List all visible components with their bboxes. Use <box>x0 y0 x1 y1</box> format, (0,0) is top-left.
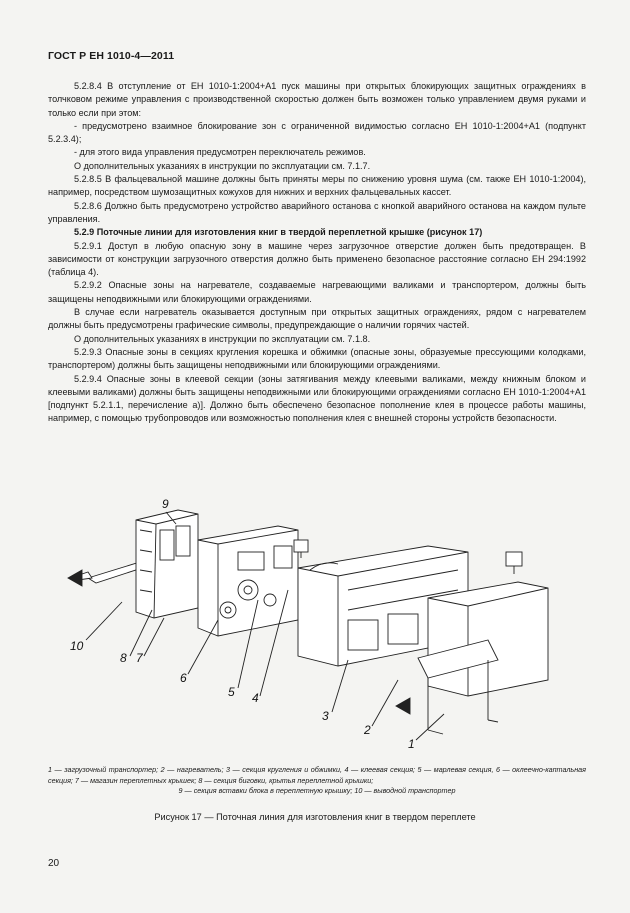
paragraph: О дополнительных указаниях в инструкции по эксплуатации см. 7.1.8. <box>74 333 371 344</box>
legend-line: 1 — загрузочный транспортер; 2 — нагреватель; 3 — секция кругления и обжимки, 4 — клеевая секция; 5 — марлевая секция, 6 — оклеечно-каптальная секция; 7 — магазин переплетных крышек; 8 — секция биговки, крытья переплетной крышки; <box>48 765 586 785</box>
figure-title: Рисунок 17 — Поточная линия для изготовления книг в твердом переплете <box>154 812 476 822</box>
paragraph: 5.2.8.4 В отступление от ЕН 1010-1:2004+А1 пуск машины при открытых блокирующих защитных ограждениях в толчковом режиме управления с производственной скоростью должен быть возможен только управлением двумя руками и только если при этом: <box>48 81 586 118</box>
paragraph: 5.2.9.4 Опасные зоны в клеевой секции (зоны затягивания между клеевыми валиками, между книжным блоком и клеевыми валиками) должны быть защищены неподвижными или блокирующими ограждениями согласно ЕН 1010-1:2004+А1 [подпункт 5.2.1.1, перечисление а)]. Должно быть обеспечено безопасное пополнение клея в процессе работы машины, например, с помощью трубопроводов или возможностью пополнения клея с внешней стороны устройств безопасности. <box>48 373 586 424</box>
paragraph: 5.2.8.5 В фальцевальной машине должны быть приняты меры по снижению уровня шума (см. также ЕН 1010-1:2004), например, посредством шумозащитных кожухов для нижних и верхних фальцевальных кассет. <box>48 174 586 198</box>
paragraph: 5.2.9.3 Опасные зоны в секциях кругления корешка и обжимки (опасные зоны, образуемые прессующими колодками, транспортером) должны быть защищены неподвижными или блокирующими ограждениями. <box>48 346 586 371</box>
callout-9: 9 <box>162 497 169 511</box>
figure-legend <box>48 765 586 797</box>
paragraph: 5.2.9.2 Опасные зоны на нагревателе, создаваемые нагревающими валиками и транспортером, должны быть защищены неподвижными или блокирующими ограждениями. <box>48 280 586 304</box>
legend-line: 9 — секция вставки блока в переплетную крышку; 10 — выводной транспортер <box>178 786 456 796</box>
paragraph: О дополнительных указаниях в инструкции по эксплуатации см. 7.1.7. <box>74 160 371 171</box>
section-heading: 5.2.9 Поточные линии для изготовления книг в твердой переплетной крышке (рисунок 17) <box>74 227 483 238</box>
callout-3: 3 <box>322 709 329 723</box>
callout-7: 7 <box>136 651 143 665</box>
callout-4: 4 <box>252 691 259 705</box>
machine-line-drawing <box>48 490 588 755</box>
paragraph: В случае если нагреватель оказывается доступным при открытых защитных ограждениях, рядом с нагревателем должны быть предусмотрены графические символы, предупреждающие о наличии горячих частей. <box>48 307 586 331</box>
paragraph: 5.2.9.1 Доступ в любую опасную зону в машине через загрузочное отверстие должен быть предотвращен. В зависимости от конструкции загрузочного отверстия должно быть применено безопасное расстояние согласно ЕН 294:1992 (таблица 4). <box>48 240 586 278</box>
paragraph: - для этого вида управления предусмотрен переключатель режимов. <box>74 147 366 158</box>
callout-10: 10 <box>70 639 84 653</box>
paragraph: - предусмотрено взаимное блокирование зон с ограниченной видимостью согласно ЕН 1010-1:2004+А1 (подпункт 5.2.3.4); <box>48 120 586 145</box>
callout-1: 1 <box>408 737 415 751</box>
page-number: 20 <box>48 858 60 869</box>
body-text <box>48 80 586 426</box>
callout-2: 2 <box>364 723 371 737</box>
callout-5: 5 <box>228 685 235 699</box>
callout-6: 6 <box>180 671 187 685</box>
document-header: ГОСТ Р ЕН 1010-4—2011 <box>48 50 175 62</box>
paragraph: 5.2.8.6 Должно быть предусмотрено устройство аварийного останова с кнопкой аварийного останова на каждом пульте управления. <box>48 200 586 224</box>
callout-8: 8 <box>120 651 127 665</box>
